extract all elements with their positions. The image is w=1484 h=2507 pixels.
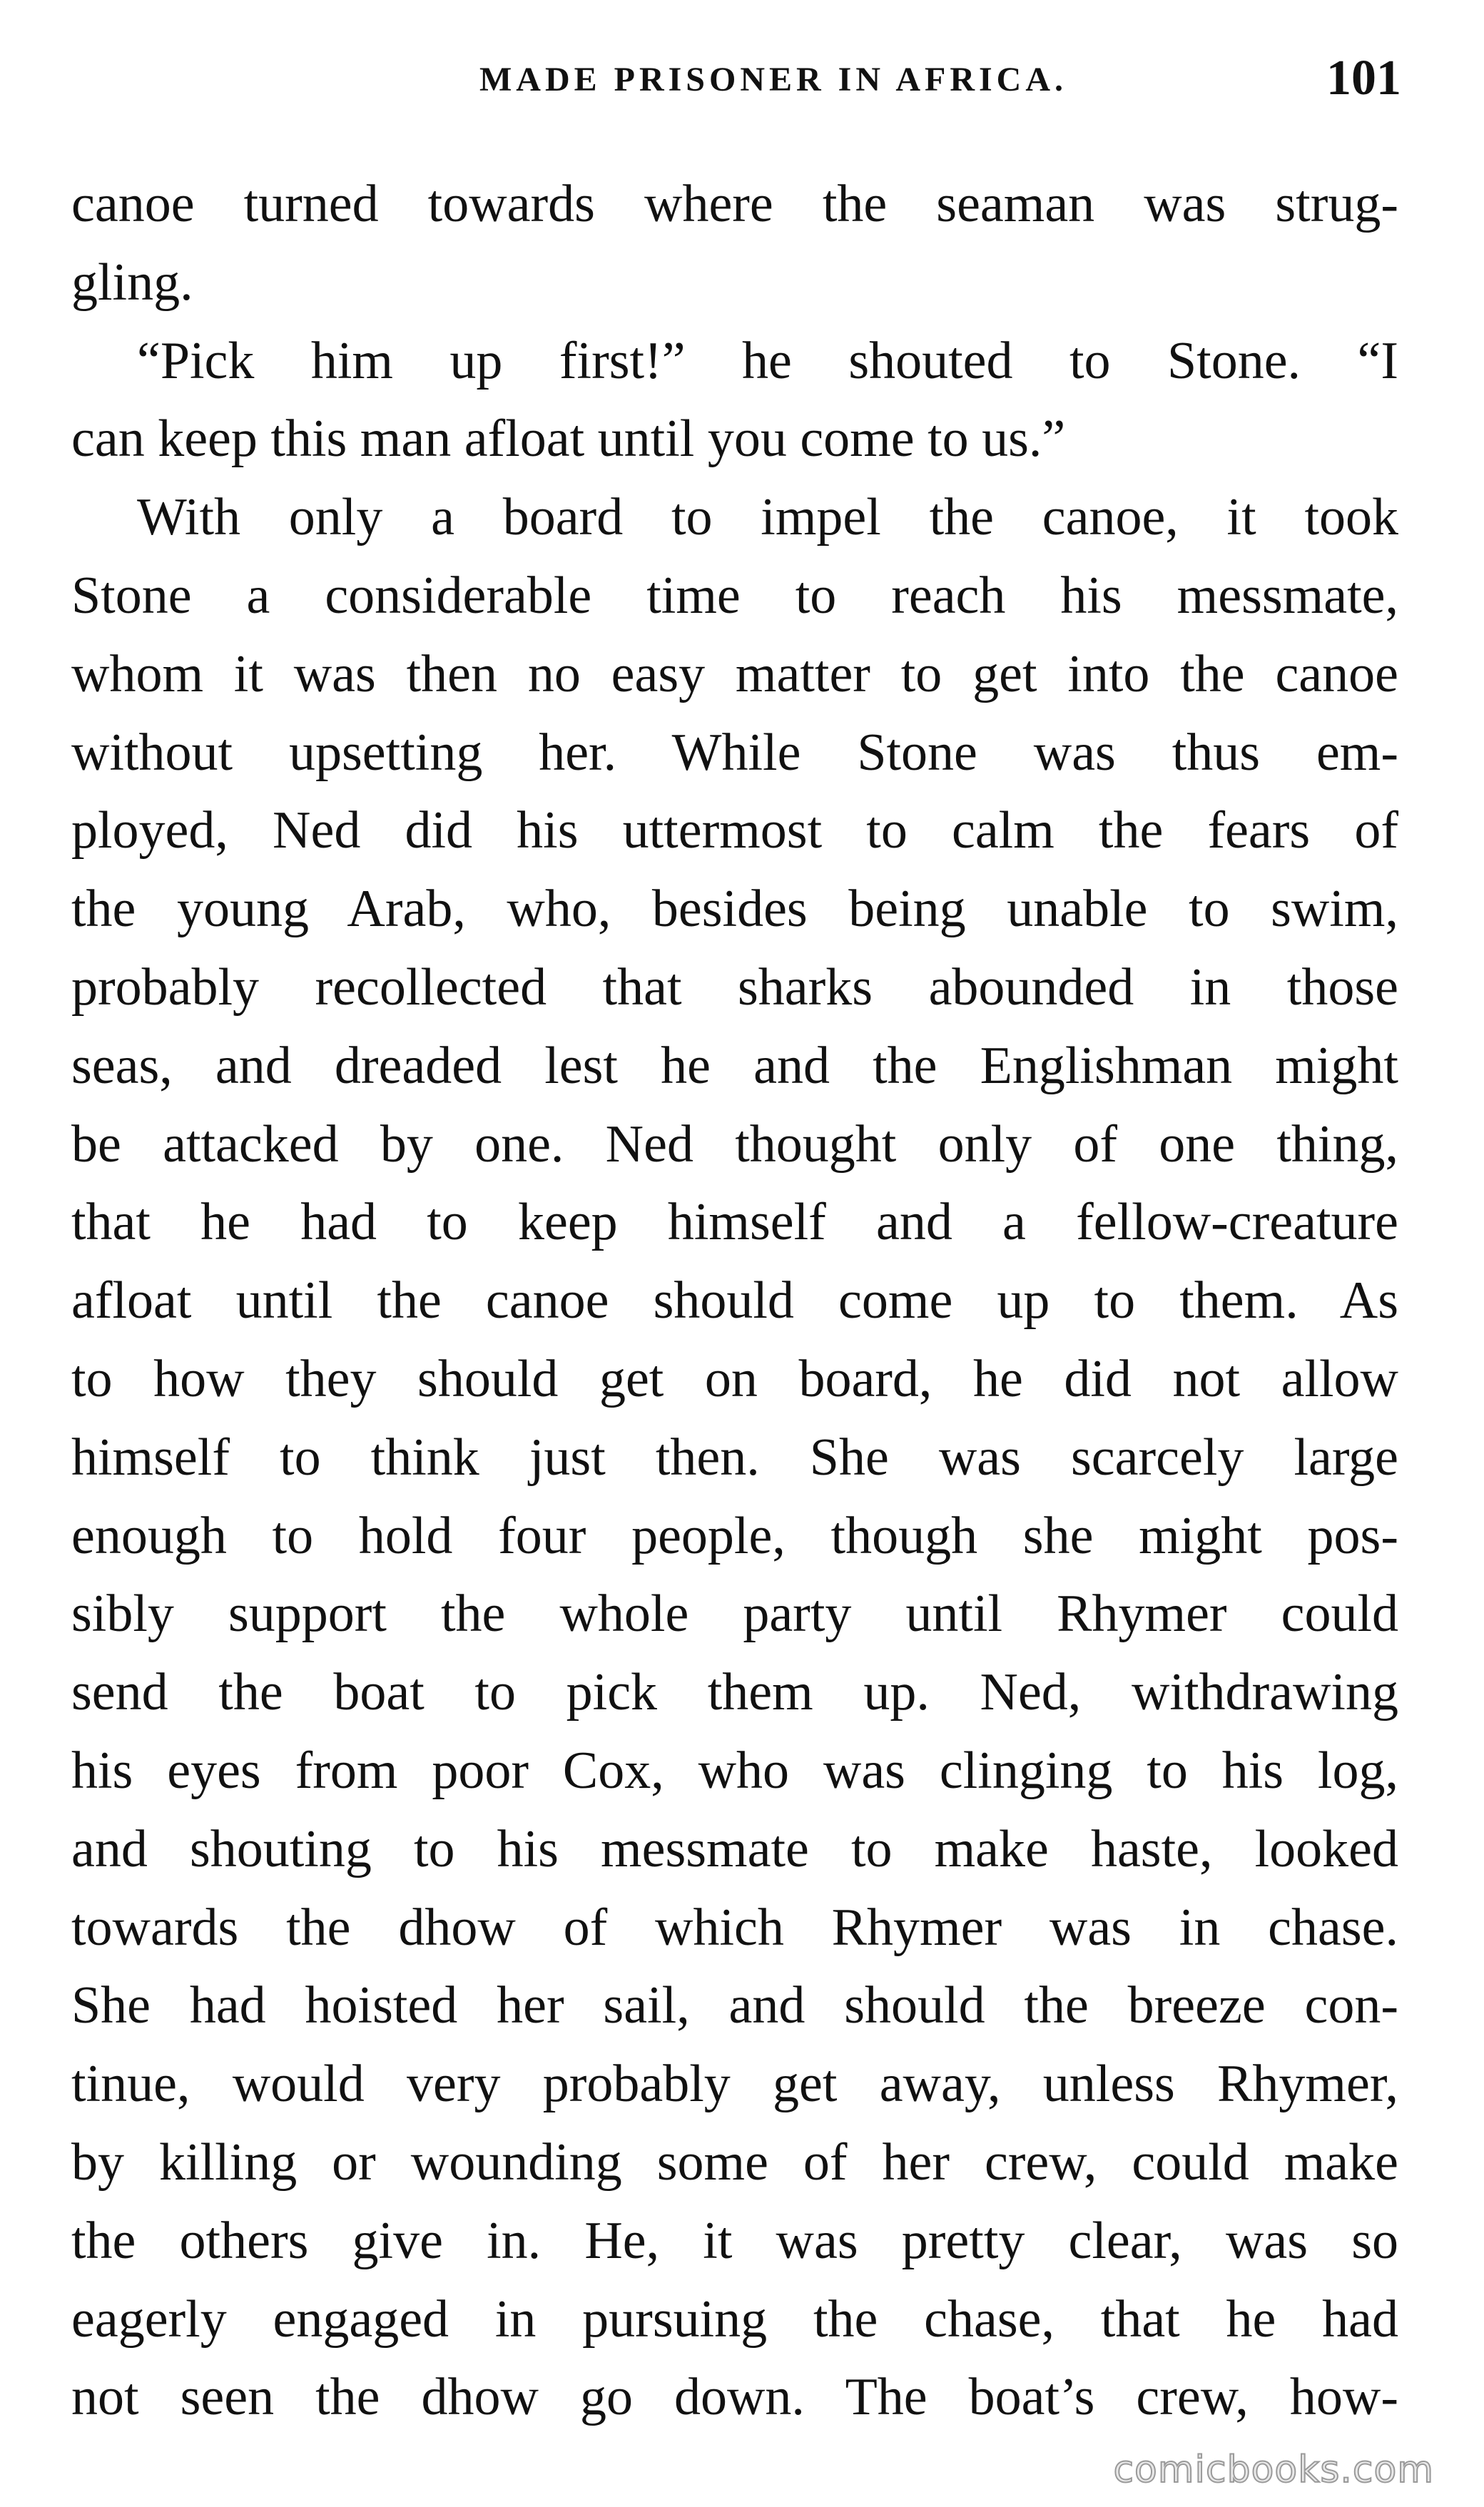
text-line: canoe turned towards where the seaman was strug- xyxy=(71,175,1398,233)
text-line: Stone a considerable time to reach his messmate, xyxy=(71,566,1398,625)
running-head: MADE PRISONER IN AFRICA. xyxy=(479,61,1068,98)
text-line: towards the dhow of which Rhymer was in chase. xyxy=(71,1898,1398,1957)
text-line: send the boat to pick them up. Ned, withdrawing xyxy=(71,1663,1398,1722)
text-line: can keep this man afloat until you come to us.” xyxy=(71,410,1066,469)
page-number: 101 xyxy=(1326,51,1401,106)
text-line: sibly support the whole party until Rhymer could xyxy=(71,1585,1398,1644)
text-line: seas, and dreaded lest he and the Englishman might xyxy=(71,1036,1398,1095)
text-line: the others give in. He, it was pretty clear, was so xyxy=(71,2211,1398,2270)
text-line: She had hoisted her sail, and should the breeze con- xyxy=(71,1976,1398,2035)
text-line: the young Arab, who, besides being unable to swim, xyxy=(71,880,1398,939)
text-line: that he had to keep himself and a fellow-creature xyxy=(71,1193,1398,1252)
text-line: eagerly engaged in pursuing the chase, that he had xyxy=(71,2289,1398,2349)
text-line: and shouting to his messmate to make haste, looked xyxy=(71,1819,1398,1878)
text-line: ployed, Ned did his uttermost to calm the fears of xyxy=(71,801,1398,860)
text-line: probably recollected that sharks abounded in those xyxy=(71,957,1398,1017)
text-line: whom it was then no easy matter to get into the canoe xyxy=(71,644,1398,703)
body-text xyxy=(71,166,1398,2437)
text-line: gling. xyxy=(71,253,193,312)
text-line: “Pick him up first!” he shouted to Stone. “I xyxy=(137,331,1398,390)
text-line: be attacked by one. Ned thought only of one thing, xyxy=(71,1114,1398,1174)
text-line: enough to hold four people, though she might pos- xyxy=(71,1506,1398,1565)
text-line: not seen the dhow go down. The boat’s crew, how- xyxy=(71,2368,1398,2427)
text-line: tinue, would very probably get away, unless Rhymer, xyxy=(71,2055,1398,2114)
page-header xyxy=(74,50,1401,121)
text-line: to how they should get on board, he did not allow xyxy=(71,1349,1398,1408)
text-line: without upsetting her. While Stone was thus em- xyxy=(71,723,1398,782)
text-line: himself to think just then. She was scarcely large xyxy=(71,1428,1398,1487)
text-line: With only a board to impel the canoe, it took xyxy=(137,488,1398,547)
watermark: comicbooks.com xyxy=(1113,2448,1434,2491)
text-line: his eyes from poor Cox, who was clinging to his log, xyxy=(71,1741,1398,1800)
text-line: by killing or wounding some of her crew, could make xyxy=(71,2132,1398,2192)
text-line: afloat until the canoe should come up to them. As xyxy=(71,1271,1398,1331)
